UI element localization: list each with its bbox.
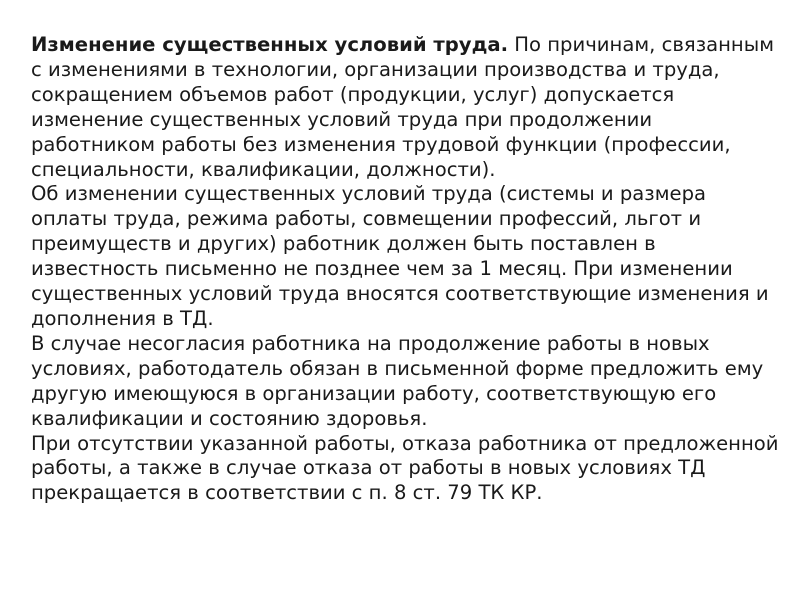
paragraph-termination: При отсутствии указанной работы, отказа работника от предложенной работы, а также в случае отказа от работы в новых условиях ТД прекращается в соответствии с п. 8 ст. 79 ТК КР. [31,431,779,505]
section-heading: Изменение существенных условий труда. [31,33,509,56]
intro-paragraph [31,33,779,182]
intro-text: По причинам, связанным с изменениями в технологии, организации производства и труда, сокращением объемов работ (продукции, услуг) допускается изменение существенных условий труда при продолжении работником работы без изменения трудовой функции (профессии, специальности, квалификации, должности). [31,33,774,181]
paragraph-disagreement: В случае несогласия работника на продолжение работы в новых условиях, работодатель обязан в письменной форме предложить ему другую имеющуюся в организации работу, соответствующую его квалификации и состоянию здоровья. [31,331,764,430]
paragraph-notice: Об изменении существенных условий труда (системы и размера оплаты труда, режима работы, совмещении профессий, льгот и преимуществ и других) работник должен быть поставлен в известность письменно не позднее чем за 1 месяц. При изменении существенных условий труда вносятся соответствующие изменения и дополнения в ТД. [31,182,769,330]
document-body [31,33,779,506]
